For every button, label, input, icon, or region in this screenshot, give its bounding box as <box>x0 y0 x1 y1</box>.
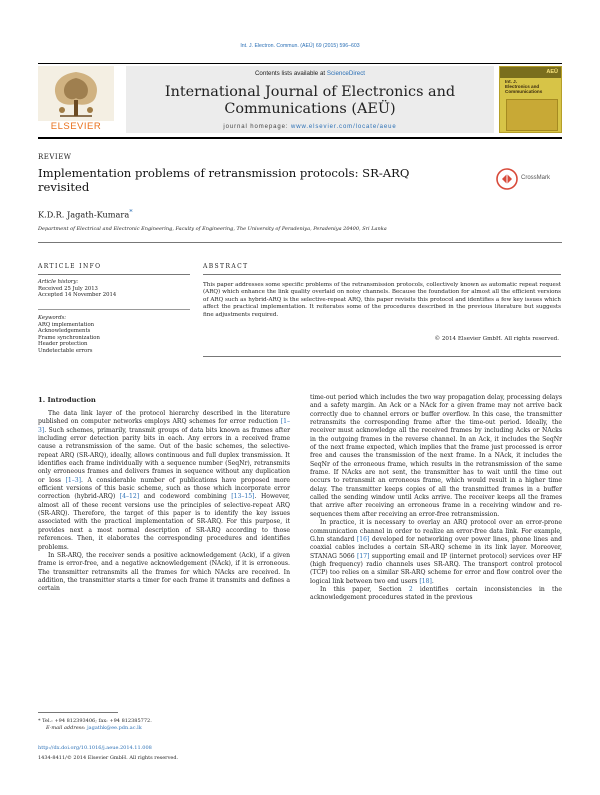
keywords-label: Keywords: <box>38 315 67 321</box>
text-run: identifies certain inconsistencies in the acknowledgement procedures stated in the previous <box>310 585 562 602</box>
article-history <box>38 279 190 299</box>
text-run: . <box>431 577 434 585</box>
abstract-heading: ABSTRACT <box>203 263 249 270</box>
journal-citation[interactable]: Int. J. Electron. Commun. (AEÜ) 69 (2015) 596–603 <box>240 43 360 49</box>
footnote-tel: * Tel.: +94 812393406; fax: +94 812385772. <box>38 718 152 724</box>
crossmark-icon <box>496 168 518 190</box>
publisher-name: ELSEVIER <box>50 121 102 132</box>
keyword-item: Header protection <box>38 341 88 347</box>
author-name[interactable]: K.D.R. Jagath-Kumara <box>38 209 130 220</box>
journal-homepage <box>126 124 494 130</box>
body-right-column <box>310 394 562 603</box>
keywords-rule <box>38 309 190 310</box>
text-run: The data link layer of the protocol hierarchy described in the literature published on computer networks employs ARQ schemes for error reduction <box>38 410 290 426</box>
article-title-line2: revisited <box>38 179 90 194</box>
article-footer <box>38 743 178 763</box>
article-title-line1: Implementation problems of retransmission protocols: SR-ARQ <box>38 166 410 180</box>
cover-title <box>505 79 542 95</box>
journal-title[interactable] <box>126 84 494 118</box>
reference-link[interactable]: [13–15] <box>231 493 255 501</box>
text-run: . A considerable number of publications have proposed more efficient versions of this basic scheme, such as those which incorporate error correction (hybrid-ARQ) <box>38 476 291 501</box>
text-run: In practice, it is necessary to overlay an ARQ protocol over an error-prone communication channel in order to realize an error-free data link. For example, G.hn standard <box>310 519 562 543</box>
affiliation-rule <box>38 242 562 243</box>
received-date: Received 25 July 2013 <box>38 285 98 292</box>
intro-paragraph-2: In SR-ARQ, the receiver sends a positive acknowledgement (Ack), if a given frame is error-free, and a negative acknowledgement (NAck), if it is erroneous. The transmitter retransmits all the frames for which NAcks are received. In addition, the transmitter starts a timer for each frame it transmits and defines a certain <box>38 551 290 593</box>
contents-line <box>126 70 494 77</box>
intro-paragraph-4 <box>310 519 562 586</box>
author-footnote <box>38 718 152 731</box>
crossmark-label: CrossMark <box>521 175 551 181</box>
contents-prefix: Contents lists available at <box>254 70 327 77</box>
article-info-heading: ARTICLE INFO <box>38 263 102 270</box>
abstract-rule <box>203 274 561 275</box>
intro-paragraph-3: time-out period which includes the two way propagation delay, processing delays and a safety margin. An Ack or a NAck for a given frame may not arrive back correctly due to channel errors or buffer overflow. In this case, the transmitter retransmits the corresponding frame after the time-out period. Ideally, the receiver must acknowledge all the received frames by including Acks or NAcks in the outgoing frames in the reverse channel. In an Ack, it includes the SeqNr of the next frame expected, which implies that the frame just processed is error free and causes the transmission of the next frame. In a NAck, it includes the SeqNr of the erroneous frame, which results in the retransmission of the same frame. If NAcks are not sent, the transmitter has to wait until the time out occurs to retransmit an erroneous frame, which would result in a higher time delay. The transmitter keeps copies of all the transmitted frames in a buffer called the sending window until Acks arrive. The receiver keeps all the frames that arrive after receiving an erroneous frame in a receiving window and re-sequences them after receiving an error-free retransmission. <box>310 394 562 518</box>
abstract-bottom-rule <box>203 356 561 357</box>
text-run: supporting email and IP (internet protocol) services over HF (high frequency) radio channels uses SR-ARQ. The transport control protocol (TCP) too relies on a similar SR-ARQ scheme for error and flow control over the logical link between two end users <box>310 552 562 585</box>
keyword-item: Frame synchronization <box>38 334 100 341</box>
reference-link[interactable]: [4–12] <box>119 493 140 501</box>
keywords-block <box>38 315 190 354</box>
email-label: E-mail address: <box>46 724 88 731</box>
abstract-copyright: © 2014 Elsevier GmbH. All rights reserved. <box>434 336 559 342</box>
homepage-prefix: journal homepage: <box>223 124 291 130</box>
doi-link[interactable]: http://dx.doi.org/10.1016/j.aeue.2014.11.008 <box>38 745 152 751</box>
header-top-rule <box>38 63 562 64</box>
journal-title-line2: Communications (AEÜ) <box>224 101 396 117</box>
intro-paragraph-5 <box>310 586 562 603</box>
keyword-item: Undetectable errors <box>38 347 93 354</box>
article-info-rule <box>38 274 190 275</box>
issn-copyright: 1434-8411/© 2014 Elsevier GmbH. All rights reserved. <box>38 755 179 761</box>
crossmark-badge[interactable] <box>496 168 562 190</box>
author-email-link[interactable]: jagathk@ee.pdn.ac.lk <box>87 724 142 731</box>
author-affiliation: Department of Electrical and Electronic Engineering, Faculty of Engineering, The University of Peradeniya, Peradeniya 20400, Sri Lanka <box>38 226 387 232</box>
keyword-item: Acknowledgements <box>38 328 91 334</box>
section-link[interactable]: 2 <box>408 585 413 593</box>
reference-link[interactable]: [18] <box>419 577 432 585</box>
footnote-rule <box>38 712 118 713</box>
reference-link[interactable]: [16] <box>356 535 370 543</box>
cover-image <box>506 99 558 131</box>
author-footnote-mark[interactable]: * <box>129 208 133 216</box>
header-bottom-rule <box>38 137 562 139</box>
abstract-text: This paper addresses some specific problems of the retransmission protocols, collectively known as automatic repeat request (ARQ) which enhance the link quality overlaid on noisy channels. Because the foundation for almost all the efficient versions of ARQ such as hybrid-ARQ is the selective-repeat ARQ, this paper revisits this protocol and identifies a few key issues which affect the practical implementation. It reiterates some of the procedures described in the previous literature but suggests fine adjustments required. <box>203 282 561 318</box>
reference-link[interactable]: [1–3] <box>65 476 82 484</box>
journal-cover-thumbnail[interactable] <box>499 66 562 133</box>
elsevier-tree-icon <box>38 66 114 121</box>
sciencedirect-link[interactable]: ScienceDirect <box>326 70 366 77</box>
text-run: In this paper, Section <box>320 585 409 593</box>
cover-badge: AEÜ <box>546 69 558 75</box>
reference-link[interactable]: [17] <box>356 552 370 560</box>
accepted-date: Accepted 14 November 2014 <box>38 292 117 298</box>
keyword-item: ARQ implementation <box>38 321 95 328</box>
text-run: and codeword combining <box>139 493 232 501</box>
history-label: Article history: <box>38 279 79 285</box>
text-run: developed for networking over power lines, phone lines and coaxial cables includes a certain SR-ARQ scheme in its link layer. Moreover, STANAG 5066 <box>310 535 562 560</box>
intro-paragraph-1 <box>38 410 290 552</box>
article-type: REVIEW <box>38 153 72 161</box>
footnote-email-line <box>38 725 152 732</box>
journal-title-line1: International Journal of Electronics and <box>164 84 456 100</box>
article-title <box>38 167 478 194</box>
reference-link[interactable]: [1–3] <box>38 418 290 434</box>
cover-line1: Int. J. <box>505 79 517 84</box>
section-heading-introduction: 1. Introduction <box>38 396 96 404</box>
body-left-column <box>38 410 290 594</box>
cover-line2: Electronics and <box>505 84 540 90</box>
text-run: . However, almost all of these recent versions use the principles of selective-repeat ARQ (SR-ARQ). Therefore, the target of this paper is to identify the key issues associated with the practical implementation of SR-ARQ. For this purpose, it provides next a most normal description of SR-ARQ according to those references. Then, it elaborates the corresponding procedures and identifies problems. <box>38 493 290 551</box>
cover-line3: Communications <box>505 89 543 95</box>
author-line <box>38 208 133 220</box>
text-run: . Such schemes, primarily, transmit groups of data bits known as frames after including error detection parity bits in each. Any errors in a received frame cause a retransmission of the same. Out of the basic schemes, the selective-repeat ARQ (SR-ARQ), ideally, allows continuous and full duplex transmission. It identifies each frame individually with a sequence number (SeqNr), retransmits only erroneous frames and delivers frames in sequence without any duplication or loss <box>38 426 290 484</box>
homepage-link[interactable]: www.elsevier.com/locate/aeue <box>291 124 397 130</box>
